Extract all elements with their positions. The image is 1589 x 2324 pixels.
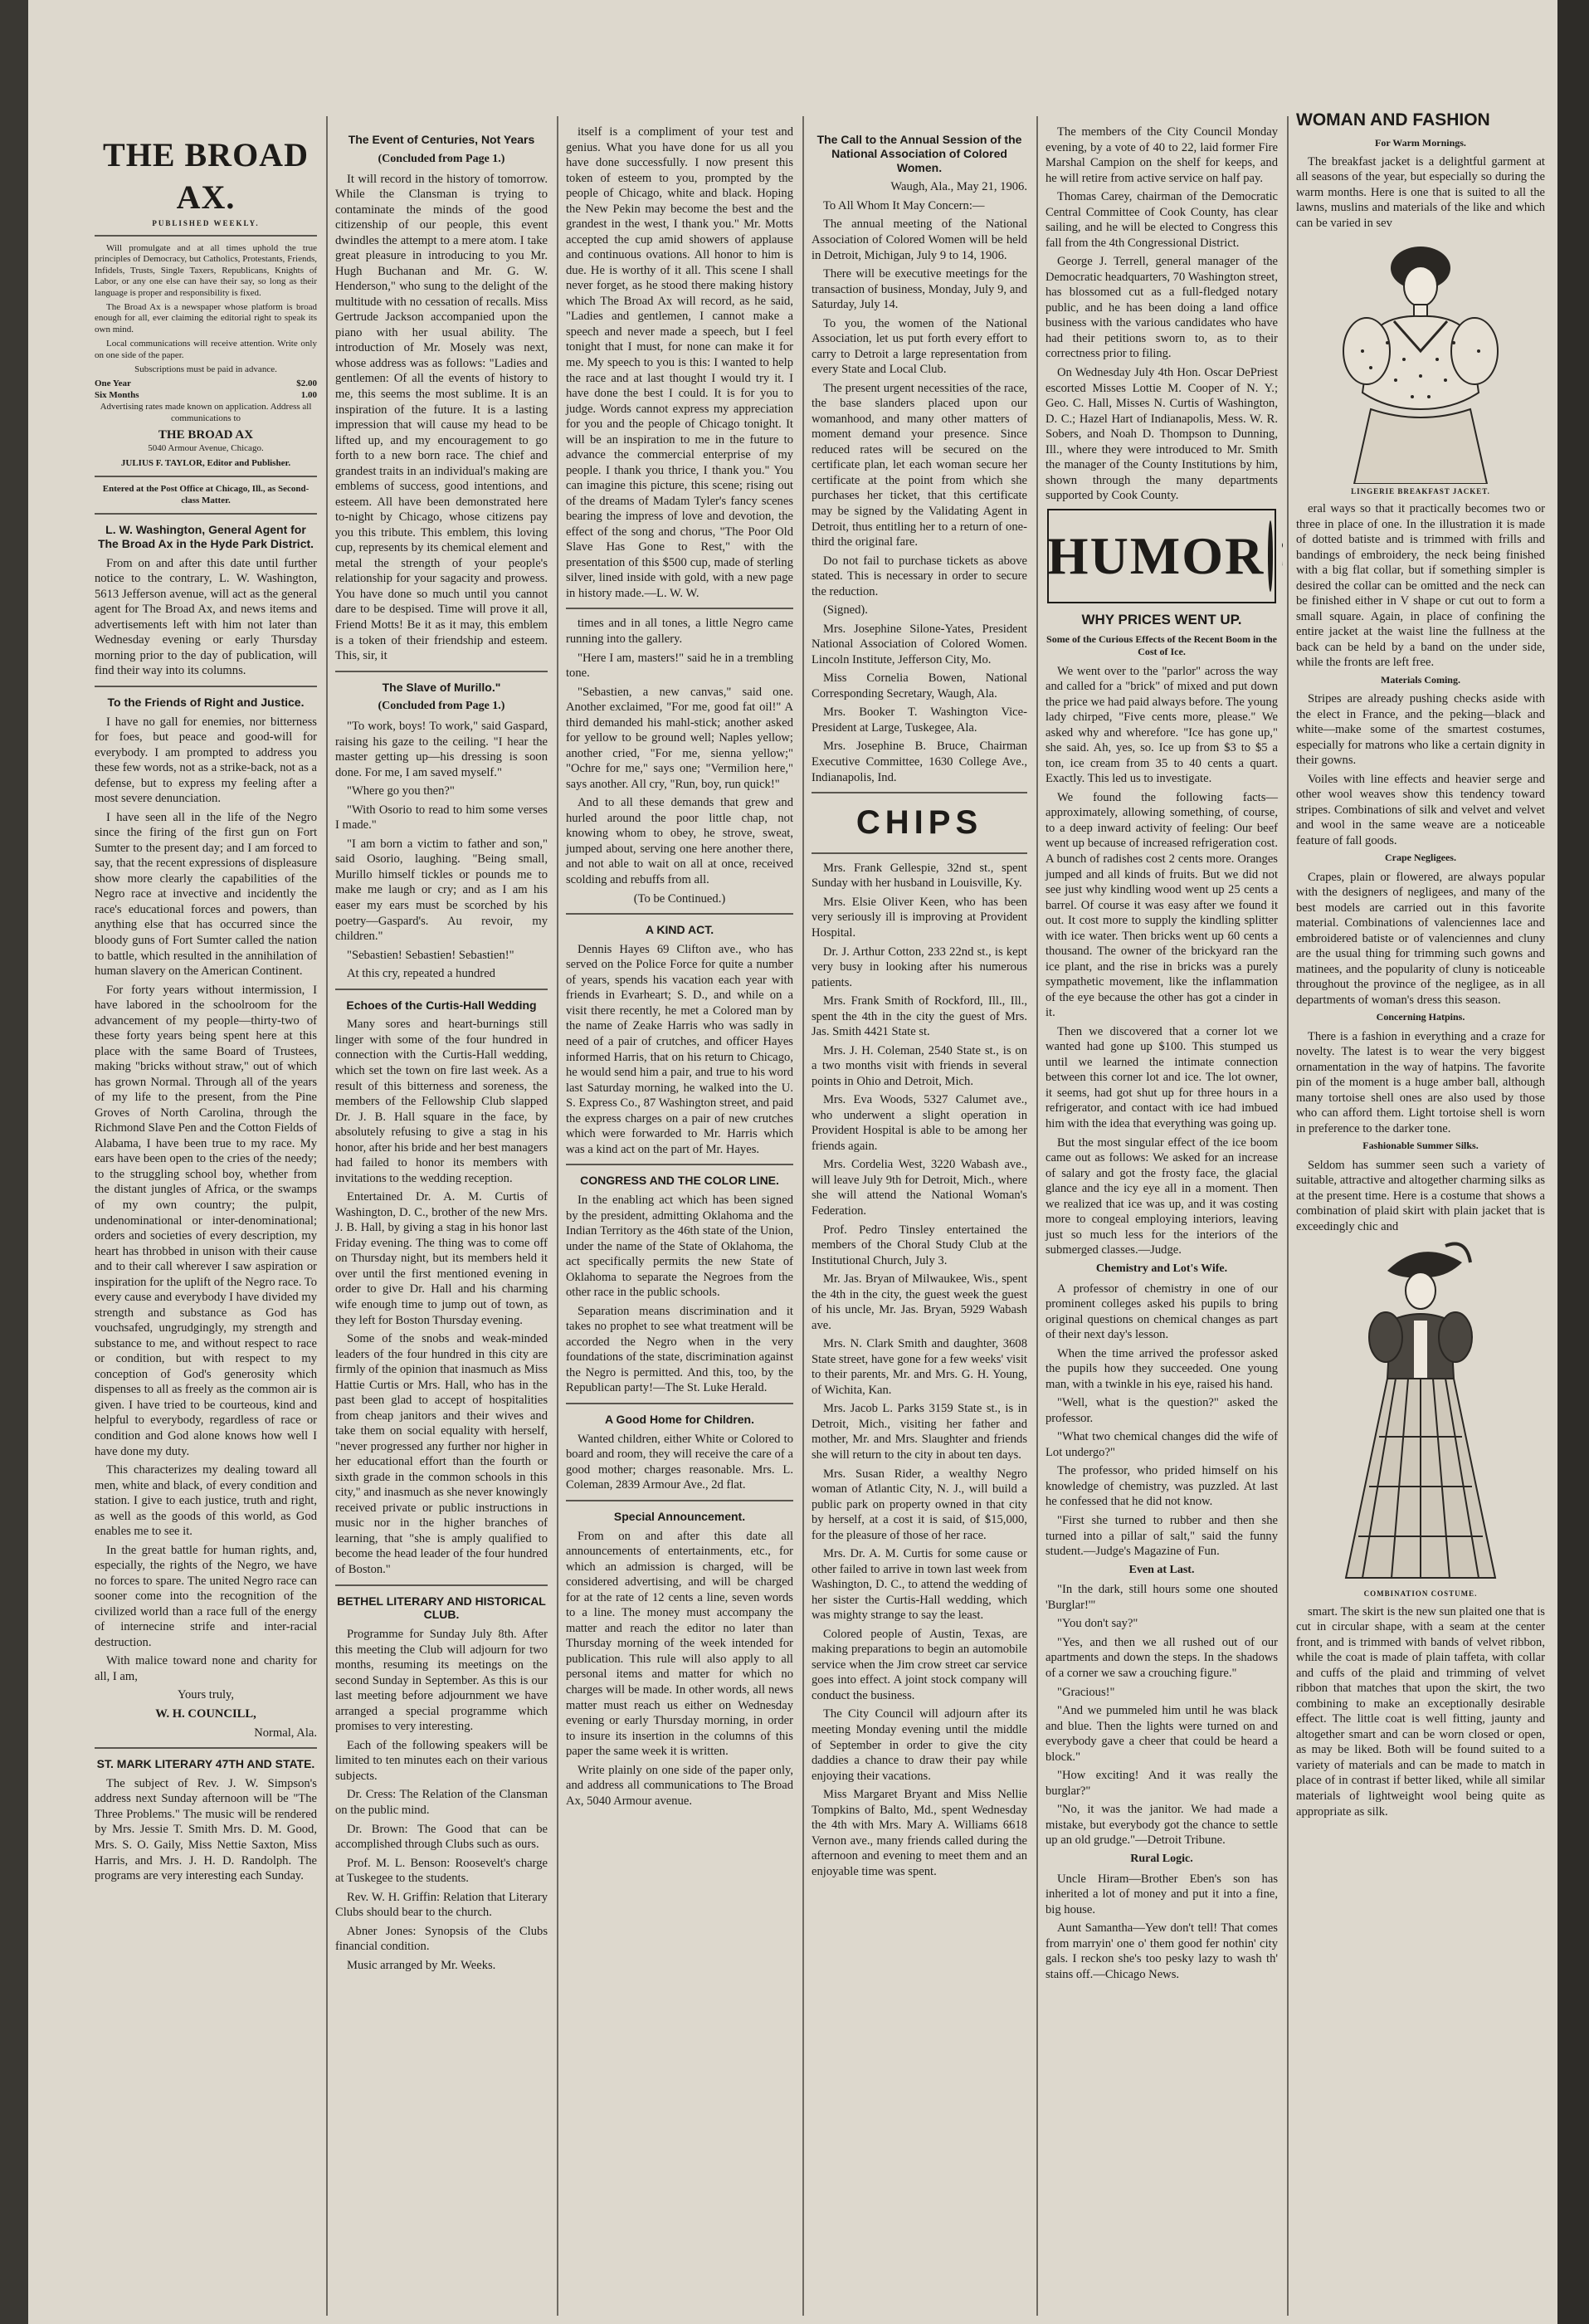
column-rule: [326, 116, 328, 2316]
article-paragraph: When the time arrived the professor asked the pupils how they succeeded. One young man, with a twinkle in his eye, raised his hand.: [1046, 1346, 1278, 1391]
article-paragraph: "Where go you then?": [347, 784, 455, 798]
article-paragraph: "To work, boys! To work," said Gaspard, raising his gaze to the ceiling. "I hear the master getting up—his dressing is soon done. For me, I am saved myself.": [335, 720, 548, 779]
letter-place: Normal, Ala.: [254, 1726, 317, 1740]
article-paragraph: We went over to the "parlor" across the way and called for a "brick" of mixed and put down the price we had paid always before. The young lady chirped, "Five cents more, please." We asked why and wherefore. "Ice has gone up," she said. Ah, yes, so. Ice up from $3 to $5 a ton, ice cream from 35 to 40 cents a quart. Exactly. This led us to investigate.: [1046, 664, 1278, 786]
divider: [812, 792, 1027, 793]
signed-note: (Signed).: [823, 603, 868, 618]
news-item: Mrs. J. H. Coleman, 2540 State st., is on a two months visit with friends in several points in Ohio and Detroit, Mich.: [812, 1043, 1027, 1088]
column-6: [1291, 108, 1550, 2291]
article-paragraph: "I am born a victim to father and son," said Osorio, laughing. "Being small, Murillo himself tickles or pounds me to make me laugh or cry; and as I am his easer my ears must be scorched by his poetry—Gaspard's. Au revoir, my children.": [335, 837, 548, 944]
divider: [566, 1500, 793, 1501]
article-paragraph: In the great battle for human rights, and, especially, the rights of the Negro, we have no forces to spare. The united Negro race can sooner come into the recognition of the civilized world than a race full of the energy of internecine strife and inter-racial destruction.: [95, 1543, 317, 1649]
article-paragraph: The professor, who prided himself on his knowledge of chemistry, was puzzled. At last he confessed that he did not know.: [1046, 1464, 1278, 1509]
breakfast-jacket-illustration: [1321, 235, 1520, 484]
article-paragraph: Seldom has summer seen such a variety of suitable, attractive and altogether charming silks as at the present time. Here is a costume that shows a combination of plaid skirt with plain jacket that is exceedingly chic and: [1296, 1158, 1545, 1233]
article-paragraph: eral ways so that it practically becomes two or three in place of one. In the illustration it is made of dotted batiste and is trimmed with frills and bandings of embroidery, the neck being finished with a big flat collar, but if something simpler is desired the collar can be omitted and the neck can be finished either in V shape or cut out to form a small square. Again, in place of confining the entire jacket at the waist line the fullness at the back can be held by a band on the under side, while the fronts are left free.: [1296, 501, 1545, 670]
article-paragraph: Entertained Dr. A. M. Curtis of Washington, D. C., brother of the new Mrs. J. B. Hall, by giving a stag in his honor last Friday evening. The thing was to come off on Thursday night, but its members held it over until the first mentioned evening in order to give Dr. Hall and his charming wife enough time to jump out of town, as they left for Boston Thursday evening.: [335, 1190, 548, 1327]
article-paragraph: "Sebastien! Sebastien! Sebastien!": [347, 948, 514, 962]
salutation: To All Whom It May Concern:—: [823, 198, 985, 212]
column-2: [330, 124, 553, 2307]
advertising-note: Advertising rates made known on application. Address all communications to: [100, 402, 312, 423]
address: 5040 Armour Avenue, Chicago.: [148, 443, 264, 454]
divider: [335, 1584, 548, 1586]
article-paragraph: The breakfast jacket is a delightful garment at all seasons of the year, but especially so during the warm months. Here is one that is suited to all the lawns, muslins and materials of the like and which can be varied in sev: [1296, 154, 1545, 231]
article-subheading: For Warm Mornings.: [1375, 136, 1466, 149]
article-paragraph: With malice toward none and charity for all, I am,: [95, 1654, 317, 1683]
news-item: George J. Terrell, general manager of the Democratic headquarters, 70 Washington street, has blossomed cut as a full-fledged notary public, and he has been doing a land office business with the various candidates who have had their petitions sworn to, as to their correctness prior to filing.: [1046, 255, 1278, 361]
article-heading: WHY PRICES WENT UP.: [1081, 611, 1242, 627]
news-item: Mrs. Frank Gellespie, 32nd st., spent Sunday with her husband in Louisville, Ky.: [812, 861, 1027, 891]
article-subheading: Chemistry and Lot's Wife.: [1095, 1262, 1228, 1275]
news-item: Mrs. Susan Rider, a wealthy Negro woman of Atlantic City, N. J., will build a public park on property owned in that city by herself, at a cost it is said, of $15,000, for the pleasure of those of her race.: [812, 1467, 1027, 1542]
page-right-edge: [1557, 0, 1589, 2324]
chips-heading: CHIPS: [855, 804, 983, 842]
article-paragraph: From on and after this date until further notice to the contrary, L. W. Washington, 5613 Jefferson avenue, will act as the general agent for The Broad Ax, and news items and advertisements left with him not later than Wednesday evening or early Thursday morning prior to the day of publication, will find their way into its columns.: [95, 556, 317, 678]
article-paragraph: To you, the women of the National Association, let us put forth every effort to carry to Detroit a large representation from every State and Local Club.: [812, 316, 1027, 377]
article-heading: To the Friends of Right and Justice.: [107, 695, 305, 709]
subscription-row: [95, 378, 317, 390]
divider: [566, 913, 793, 915]
humor-banner: [1047, 509, 1276, 603]
article-paragraph: Stripes are already pushing checks aside with the elect in France, and the peking—black and white—make some of the smartest costumes, especially for matrons who like a certain dignity in their gowns.: [1296, 692, 1545, 768]
article-subheading: (Concluded from Page 1.): [378, 700, 505, 713]
article-heading: L. W. Washington, General Agent for The Broad Ax in the Hyde Park District.: [97, 522, 314, 550]
article-heading: BETHEL LITERARY AND HISTORICAL CLUB.: [337, 1594, 546, 1622]
article-paragraph: Voiles with line effects and heavier serge and other wool weaves show this tendency toward stripes. Combinations of silk and velvet and velvet and wool in the same weave are a noticeable feature of fall goods.: [1296, 772, 1545, 847]
article-paragraph: Crapes, plain or flowered, are always popular with the designers of negligees, and many of the best models are carried out in this favorite material. Combinations of valenciennes lace and embroidered batiste or of valenciennes and cluny are the usual thing for trimming such gowns and matinees, and the popularity of cluny is noticeable throughout the province of the negligee, as in all departments of woman's dress this season.: [1296, 870, 1545, 1007]
article-paragraph: We found the following facts—approximately, allowing something, of course, to a deep inward activity of feeling: Our beef went up because of increased refrigeration cost. A bunch of radishes cost 2 cents more. Oranges jumped and all kinds of fruits. But we did not see just why kindling wood went up 25 cents a barrel. Of course it was easy after we found it out. It cost more to supply the kindling splitter with ice water. Then bricks went up 60 cents a thousand. The owner of the brickyard ran the ice plant, and the rise in bricks was a purely sympathetic movement, like the inflammation of the eye because the other has got a cinder in it.: [1046, 790, 1278, 1020]
article-paragraph: Then we discovered that a corner lot we wanted had gone up $100. This stumped us until we learned the intimate connection between this corner lot and ice. The lot owner, it seems, had got shut up for three hours in a refrigerator, and contact with ice had imbued him with the idea that everything was going up.: [1046, 1024, 1278, 1131]
one-year-price: $2.00: [296, 378, 317, 389]
article-paragraph: "Gracious!": [1057, 1685, 1115, 1699]
article-heading: The Event of Centuries, Not Years: [348, 133, 535, 146]
article-paragraph: "First she turned to rubber and then she turned into a pillar of salt," said the funny student.—Judge's Magazine of Fun.: [1046, 1514, 1278, 1559]
article-heading: CONGRESS AND THE COLOR LINE.: [580, 1174, 779, 1188]
dateline: Waugh, Ala., May 21, 1906.: [890, 180, 1027, 194]
article-subheading: Even at Last.: [1128, 1563, 1195, 1576]
article-paragraph: Many sores and heart-burnings still linger with some of the four hundred in connection with the Curtis-Hall wedding, which set the town on fire last week. As a result of this bitterness and soreness, the members of the Fellowship Club slapped Dr. J. B. Hall square in the face, by absolutely refusing to give a stag in his honor, after his bride and her best managers had failed to honor its members with invitations to the wedding reception.: [335, 1018, 548, 1185]
column-rule: [802, 116, 804, 2316]
masthead-intro: Will promulgate and at all times uphold the true principles of Democracy, but Catholics, Protestants, Friends, Infidels, Trusts, Single Taxers, Republicans, Knights of Labor, or any one else can have their say, so long as their language is proper and responsibility is fixed.: [95, 243, 317, 298]
article-paragraph: Wanted children, either White or Colored to board and room, they will receive the care of a good mother; charges reasonable. Mrs. L. Coleman, 2839 Armour Ave., 2d flat.: [566, 1432, 793, 1492]
news-item: Mr. Jas. Bryan of Milwaukee, Wis., spent the 4th in the city, the guest week the guest of his uncle, Mr. Jas. Bryan, 5929 Wabash ave.: [812, 1272, 1027, 1332]
divider: [95, 476, 317, 477]
news-item: The members of the City Council Monday evening, by a vote of 40 to 22, laid former Fire Marshal Campion on the shelf for keeps, and he will retire from active service on half pay.: [1046, 125, 1278, 185]
column-5: [1041, 124, 1283, 2307]
letter-closing: Yours truly,: [177, 1688, 235, 1702]
article-heading: ST. MARK LITERARY 47TH AND STATE.: [96, 1757, 315, 1771]
news-item: Mrs. Eva Woods, 5327 Calumet ave., who underwent a slight operation in Provident Hospital is able to be among her friends again.: [812, 1093, 1027, 1153]
article-paragraph: smart. The skirt is the new sun plaited one that is cut in circular shape, with a seam at the center front, and is trimmed with bands of velvet ribbon, while the coat is made of plain taffeta, with collar and cuffs of the plaid and trimming of velvet ribbon that matches that upon the skirt, the two combining to make an exceptionally desirable effect. The little coat is well fitting, jaunty and altogether smart and can be worn closed or open, as may be liked. Both will be found suited to a variety of materials and can be made to match in place of in contrast if better liked, while all similar materials of lightweight wool being quite as appropriate as silk.: [1296, 1604, 1545, 1819]
masthead-published: PUBLISHED WEEKLY.: [152, 218, 260, 227]
news-item: Mrs. Cordelia West, 3220 Wabash ave., will leave July 9th for Detroit, Mich., where she will attend the National Woman's Federation.: [812, 1158, 1027, 1218]
news-item: Mrs. Elsie Oliver Keen, who has been very seriously ill is improving at Provident Hospital.: [812, 895, 1027, 940]
article-subheading: Concerning Hatpins.: [1376, 1011, 1465, 1023]
address-name: THE BROAD AX: [158, 428, 254, 442]
column-3: [561, 124, 798, 2307]
signatory: Mrs. Josephine Silone-Yates, President National Association of Colored Women. Lincoln Institute, Jefferson City, Mo.: [812, 622, 1027, 666]
signatory: Miss Cornelia Bowen, National Corresponding Secretary, Waugh, Ala.: [812, 671, 1027, 701]
article-paragraph: "What two chemical changes did the wife of Lot undergo?": [1046, 1430, 1278, 1459]
humor-title: HUMOR: [1046, 526, 1265, 586]
article-paragraph: I have no gall for enemies, nor bitterness for foes, but peace and good-will for everybody. I am prompted to address you these few words, not as a strike-back, not as a defense, but to express my feeling after a most severe denunciation.: [95, 715, 317, 806]
illustration-caption: LINGERIE BREAKFAST JACKET.: [1351, 486, 1490, 496]
article-paragraph: Aunt Samantha—Yew don't tell! That comes from marryin' one o' them good fer nothin' city gals. I reckon she's too pesky lazy to wash th' stains off.—Chicago News.: [1046, 1921, 1278, 1981]
article-paragraph: In the enabling act which has been signed by the president, admitting Oklahoma and the Indian Territory as the 46th state of the Union, under the name of the State of Oklahoma, the act specifically permits the new State of Oklahoma to separate the Negroes from the other race in the public schools.: [566, 1194, 793, 1300]
article-subheading: Rural Logic.: [1130, 1852, 1193, 1865]
article-paragraph: itself is a compliment of your test and genius. What you have done for us all you have done successfully. I now present this token of esteem to you, prompted by the people of Chicago, white and black. Hoping the New Pekin may become the best and the grandest in the west, I thank you." Mr. Motts accepted the cup amid showers of applause and continuous ovations. All honor to him is due. He is worthy of it all. This scene I shall never forget, as he stood there making history which The Broad Ax will record, as he said, "Ladies and gentlemen, I cannot make a speech and never made a speech, but I feel tonight that I must, for none can make it for me. My speech to you is this: I wanted to help the race and at last thought I would try it. I have done the best I could. It is for you to judge. Words cannot express my appreciation for you and the people of Chicago tonight. It will be an inspiration to me in the future to advance the commercial enterprise of my people. I thank you thrice, I thank you." You can imagine this picture, this scene; rising out of the dreams of Madam Tyler's fancy scenes bearing the impress of love and devotion, the effect of the song and chorus, "The Poor Old Slave Has Gone to Rest," with the presentation of this $500 cup, made of sterling silver, lined inside with gold, with a new page in history made.—L. W. W.: [566, 125, 793, 600]
article-paragraph: There is a fashion in everything and a craze for novelty. The latest is to wear the very biggest ornamentation in the way of hatpins. The favorite pin of the moment is a huge amber ball, although many tortoise shell ones are also used by those who can afford them. Light tortoise shell is worn in preference to the darker tone.: [1296, 1029, 1545, 1135]
column-1: [90, 124, 322, 2307]
article-subheading: Crape Negligees.: [1385, 852, 1456, 864]
news-item: Prof. Pedro Tinsley entertained the members of the Choral Study Club at the Institutional Church, July 3.: [812, 1223, 1027, 1267]
article-paragraph: Uncle Hiram—Brother Eben's son has inherited a lot of money and put it into a fine, big house.: [1046, 1872, 1278, 1916]
fashion-section-title: WOMAN AND FASHION: [1296, 110, 1490, 129]
article-paragraph: A professor of chemistry in one of our prominent colleges asked his pupils to bring original questions on chemical changes as part of their next day's lesson.: [1046, 1282, 1278, 1342]
article-paragraph: "Yes, and then we all rushed out of our apartments and down the steps. In the shadows of a corner we saw a crouching figure.": [1046, 1635, 1278, 1681]
article-paragraph: The present urgent necessities of the race, the base slanders placed upon our womanhood, and many other matters of moment demand your presence. Since reduced rates will be secured on the certificate plan, let each woman secure her certificate at the point from which she purchases her ticket, that this certificate may be signed by the Validating Agent in Detroit, thus entitling her to a return of one-third the original fare.: [812, 381, 1027, 549]
subscription-row: [95, 390, 317, 402]
article-heading: Special Announcement.: [613, 1509, 746, 1523]
six-months-price: 1.00: [300, 390, 317, 401]
divider: [95, 235, 317, 237]
masthead-title: THE BROAD AX.: [103, 136, 309, 216]
article-paragraph: Rev. W. H. Griffin: Relation that Literary Clubs should bear to the church.: [335, 1890, 548, 1920]
masthead-notice: Local communications will receive attention. Write only on one side of the paper.: [95, 339, 317, 360]
article-heading: The Slave of Murillo.": [382, 680, 501, 694]
article-paragraph: "Well, what is the question?" asked the professor.: [1046, 1396, 1278, 1425]
article-paragraph: This characterizes my dealing toward all men, white and black, of every condition and station. I give to each justice, truth and right, as well as the goods of this world, as God enables me to see it.: [95, 1463, 317, 1539]
article-paragraph: The annual meeting of the National Association of Colored Women will be held in Detroit, Michigan, July 9 to 14, 1906.: [812, 217, 1027, 262]
divider: [95, 1747, 317, 1749]
article-heading: Echoes of the Curtis-Hall Wedding: [346, 998, 537, 1012]
article-paragraph: I have seen all in the life of the Negro since the firing of the first gun on Fort Sumter to the present day; and I am forced to say, that the recent expressions of displeasure show more clearly the capabilities of the Negro race at invective and incidently the race's educational forces and powers, than anything else that has occurred since the bloody guns of Fort Sumter called the nation to battle, which resulted in the annihilation of human slavery on the American Continent.: [95, 810, 317, 979]
article-paragraph: Abner Jones: Synopsis of the Clubs financial condition.: [335, 1924, 548, 1954]
masthead-intro2: The Broad Ax is a newspaper whose platform is broad enough for all, ever claiming the editorial right to speak its own mind.: [95, 302, 317, 334]
article-paragraph: Some of the snobs and weak-minded leaders of the four hundred in this city are firmly of the opinion that inasmuch as Miss Hattie Curtis or Mrs. Hall, who has in the past been glad to accept of hospitalities from cheap janitors and their wives and take them on social equality with herself, "never progressed any further nor higher in her educational effort than the fourth or sixth grade in the common schools in this city," and inasmuch as she never knowingly received private or public instructions in music nor in the higher branches of learning, that "she is amply qualified to become the head leader of the four hundred of Boston.": [335, 1332, 548, 1577]
article-paragraph: times and in all tones, a little Negro came running into the gallery.: [566, 617, 793, 646]
article-paragraph: It will record in the history of tomorrow. While the Clansman is trying to contaminate the minds of the good citizenship of our people, this event dwindles the attempt to a mere atom. I take great pleasure in introducing to you Mr. Hugh Buchanan and Mr. G. W. Henderson," who sung to the delight of the multitude with no cessation of recalls. Miss Gertrude Jackson accompanied upon the piano with her usual ability. The introduction of Mr. Mosely was next, whose address was as follows: "Ladies and gentlemen: Of all the events of history to me, this seems the most sublime. It is an inspiration of the future. It is a lasting impression that will cause my head to be lifted up, and my encouragement to go forth to a new born race. The chief and grandest traits in an individual's making are emblems of success, good intentions, and esteem. All have been demonstrated here to-night by Chicago, whose citizens pay you this tribute. This emblem, this loving cup, represents by its chemical element and metal the strength of your people's relationship for your sagacity and prowess. You have done so much until you cannot dare to be despised. Time will prove it all, Friend Motts! Be it as it may, this emblem is a token of their friendship and esteem. This, sir, it: [335, 172, 548, 663]
divider: [95, 686, 317, 687]
article-paragraph: "Here I am, masters!" said he in a trembling tone.: [566, 651, 793, 681]
article-paragraph: "How exciting! And it was really the burglar?": [1046, 1769, 1278, 1798]
divider: [95, 513, 317, 515]
one-year-label: One Year: [95, 378, 131, 389]
column-rule: [1036, 116, 1038, 2316]
article-heading: The Call to the Annual Session of the National Association of Colored Women.: [816, 133, 1022, 174]
article-paragraph: "Sebastien, a new canvas," said one. Another exclaimed, "For me, good fat oil!" A third demanded his mahl-stick; another asked for yellow to be ground well; Naples yellow; another cried, "For me, sienna yellow;" "Ochre for me," says one; "Vermilion here," says another. All cry, "Run, boy, run quick!": [566, 685, 793, 791]
divider: [566, 1164, 793, 1165]
article-paragraph: And to all these demands that grew and hurled around the poor little chap, not knowing whom to obey, he strove, sweat, jumped about, serving one here another there, and not able to wait on all at once, received scolding and rebuffs from all.: [566, 796, 793, 886]
page-left-edge: [0, 0, 28, 2324]
news-item: The City Council will adjourn after its meeting Monday evening until the middle of September in order to give the city daddies a chance to draw their pay while enjoying their vacations.: [812, 1707, 1027, 1783]
article-heading: A KIND ACT.: [645, 923, 714, 937]
news-item: Mrs. Frank Smith of Rockford, Ill., Ill., spent the 4th in the city the guest of Mrs. Jas. Smith 4421 State st.: [812, 994, 1027, 1039]
news-item: Mrs. Dr. A. M. Curtis for some cause or other failed to arrive in town last week from Washington, D. C., to attend the wedding of her sister the Curtis-Hall wedding, which was mighty strange to say the least.: [812, 1547, 1027, 1623]
article-subheading: Some of the Curious Effects of the Recent Boom in the Cost of Ice.: [1046, 633, 1277, 658]
article-subheading: Materials Coming.: [1381, 673, 1460, 686]
divider: [335, 989, 548, 990]
signatory: Mrs. Booker T. Washington Vice-President at Large, Tuskegee, Ala.: [812, 706, 1027, 735]
news-item: Colored people of Austin, Texas, are making preparations to begin an automobile service when the Jim crow street car service goes into effect. A joint stock company will conduct the business.: [812, 1627, 1027, 1702]
article-paragraph: "In the dark, still hours some one shouted 'Burglar!'": [1046, 1583, 1278, 1612]
article-paragraph: Dr. Cress: The Relation of the Clansman on the public mind.: [335, 1788, 548, 1817]
six-months-label: Six Months: [95, 390, 139, 401]
article-paragraph: Separation means discrimination and it takes no prophet to see what treatment will be accorded the Negro when in the very foundations of the state, discrimination against the Negro is permitted. And this, too, by the Republican party!—The St. Luke Herald.: [566, 1304, 793, 1395]
news-item: Dr. J. Arthur Cotton, 233 22nd st., is kept very busy in looking after his numerous patients.: [812, 945, 1027, 989]
article-paragraph: Dr. Brown: The Good that can be accomplished through Clubs such as ours.: [335, 1822, 548, 1852]
editor: JULIUS F. TAYLOR, Editor and Publisher.: [120, 457, 291, 468]
article-paragraph: Do not fail to purchase tickets as above stated. This is necessary in order to secure the reduction.: [812, 554, 1027, 598]
article-paragraph: At this cry, repeated a hundred: [347, 967, 495, 981]
combination-costume-illustration: [1321, 1238, 1520, 1586]
article-paragraph: "And we pummeled him until he was black and blue. Then the lights were turned on and everybody gave a cheer that could be heard a block.": [1046, 1704, 1278, 1764]
column-rule: [1287, 116, 1289, 2316]
article-paragraph: Prof. M. L. Benson: Roosevelt's charge at Tuskegee to the students.: [335, 1856, 548, 1886]
article-subheading: (Concluded from Page 1.): [378, 152, 505, 165]
column-4: [807, 124, 1032, 2307]
divider: [566, 1403, 793, 1404]
news-item: On Wednesday July 4th Hon. Oscar DePriest escorted Misses Lottie M. Cooper of N. Y.; Geo. C. Hall, Misses N. Curtis of Washington, D. C.; Hazel Hart of Indianapolis, Mess. W. R. Sobers, and Noah D. Thompson to Dunning, Ill., where they were introduced to Mr. Smith the manager of the County Institutions by him, shown through the many departments supported by Cook County.: [1046, 365, 1278, 503]
subscription-note: Subscriptions must be paid in advance.: [134, 364, 277, 375]
article-paragraph: For forty years without intermission, I have labored in the schoolroom for the advancement of my people—thirty-two of these forty years being spent here at this place with the same Board of Trustees, making "bricks without straw," out of which has grown Normal. Through all of the years of my life to the present, from the Pine Groves of North Carolina, through the Richmond Slave Pen and the Cotton Fields of Alabama, I have been true to my race. My ears have been open to the cries of the needy; to the struggling school boy, whether from the distant jungles of Africa, or the swamps of my own country; the pulpit, undenominational or inter-denominational; orders and societies of every description, my heart has throbbed in unison with their cause and to their call wherever I saw aspiration or inspiration for the uplift of the Negro race. To every cause and everybody I have divided my strength and substance as God has vouchsafed, ungrudgingly, my strength and substance to me, and without respect to race or condition, but with respect to my conception of God's generosity which dispenses to all as freely as the common air is given. I have tried to be courteous, kind and helpful to everybody, regardless of race or condition and God alone knows how well I have done my duty.: [95, 983, 317, 1458]
news-item: Thomas Carey, chairman of the Democratic Central Committee of Cook County, has clear sailing, and he will be elected to Congress this fall from the 4th Congressional District.: [1046, 190, 1278, 250]
article-paragraph: But the most singular effect of the ice boom came out as follows: We asked for an increase of salary and got the frosty face, the glacial glance and the icy eye all in a moment. Then we realized that ice was up, and it was costing more to congeal employing interiors, leaving just so much less for the interiors of the submerged classes.—Judge.: [1046, 1135, 1278, 1257]
news-item: Mrs. N. Clark Smith and daughter, 3608 State street, have gone for a few weeks' visit to their parents, Mr. and Mrs. G. H. Young, of Wichita, Kan.: [812, 1337, 1027, 1397]
article-paragraph: Music arranged by Mr. Weeks.: [347, 1958, 496, 1972]
divider: [335, 671, 548, 672]
article-paragraph: "You don't say?": [1057, 1617, 1138, 1631]
grinning-face-icon: [1268, 520, 1273, 592]
article-paragraph: Programme for Sunday July 8th. After this meeting the Club will adjourn for two months, resuming its meetings on the second Sunday in September. As this is our last meeting before adjournment we have arranged a special programme which promises to very interesting.: [335, 1628, 548, 1734]
article-heading: A Good Home for Children.: [605, 1412, 754, 1426]
divider: [566, 608, 793, 609]
news-item: Miss Margaret Bryant and Miss Nellie Tompkins of Balto, Md., spent Wednesday the 4th with Mrs. Mary A. Williams 6618 Vernon ave., many friends called during the afternoon and evening to meet them and an enjoyable time was spent.: [812, 1788, 1027, 1878]
article-paragraph: Dennis Hayes 69 Clifton ave., who has served on the Police Force for quite a number of years, spends his vacation each year with friends in Evarheart; S. D., and while on a visit there recently, he met a Colored man by the name of Zeake Harris who was sadly in need of a pair of crutches, and officer Hayes informed Harris, that on his return to Chicago, he would send him a pair, and true to his word last Saturday morning, he walked into the U. S. Express Co., 87 Washington street, and paid the express charges on a pair of new crutches which were forwarded to Mr. Harris which was a kind act on the part of Mr. Hayes.: [566, 942, 793, 1156]
article-paragraph: Write plainly on one side of the paper only, and address all communications to The Broad Ax, 5040 Armour avenue.: [566, 1763, 793, 1808]
article-paragraph: From on and after this date all announcements of entertainments, etc., for which an admission is charged, will be considered advertising, and will be charged for at the rate of 12 cents a line, seven words to a line. The money must accompany the matter and reach the editor no later than Thursday morning of the week intended for publication. This rule will also apply to all personal items and matter for which no charges will be made. In other words, all news matter must reach us either on Wednesday evening or early Thursday morning, in order to insure its insertion in the columns of this paper the same week it is written.: [566, 1529, 793, 1759]
continued-note: (To be Continued.): [633, 891, 726, 906]
entered-notice: Entered at the Post Office at Chicago, Ill., as Second-class Matter.: [102, 484, 310, 505]
article-paragraph: "With Osorio to read to him some verses I made.": [335, 803, 548, 832]
column-rule: [557, 116, 558, 2316]
article-subheading: Fashionable Summer Silks.: [1362, 1140, 1479, 1152]
article-paragraph: "No, it was the janitor. We had made a mistake, but everybody got the chance to settle up an old grudge."—Detroit Tribune.: [1046, 1803, 1278, 1848]
divider: [812, 852, 1027, 854]
illustration-caption: COMBINATION COSTUME.: [1363, 1589, 1478, 1599]
article-paragraph: Each of the following speakers will be limited to ten minutes each on their various subjects.: [335, 1738, 548, 1783]
article-paragraph: There will be executive meetings for the transaction of business, Monday, July 9, and Saturday, July 14.: [812, 267, 1027, 312]
signatory: Mrs. Josephine B. Bruce, Chairman Executive Committee, 1630 College Ave., Indianapolis, Ind.: [812, 740, 1027, 784]
news-item: Mrs. Jacob L. Parks 3159 State st., is in Detroit, Mich., visiting her father and mother, Mr. and Mrs. Slaughter and friends she will return to the city in about ten days.: [812, 1402, 1027, 1462]
letter-signature: W. H. COUNCILL,: [155, 1707, 256, 1721]
article-paragraph: The subject of Rev. J. W. Simpson's address next Sunday afternoon will be "The Three Problems." The music will be rendered by Mrs. Jessie T. Smith Mrs. D. M. Good, Mrs. S. O. Gaily, Miss Nettie Saxton, Miss Harris, and Mrs. J. H. D. Randolph. The programs are very interesting each Sunday.: [95, 1776, 317, 1883]
